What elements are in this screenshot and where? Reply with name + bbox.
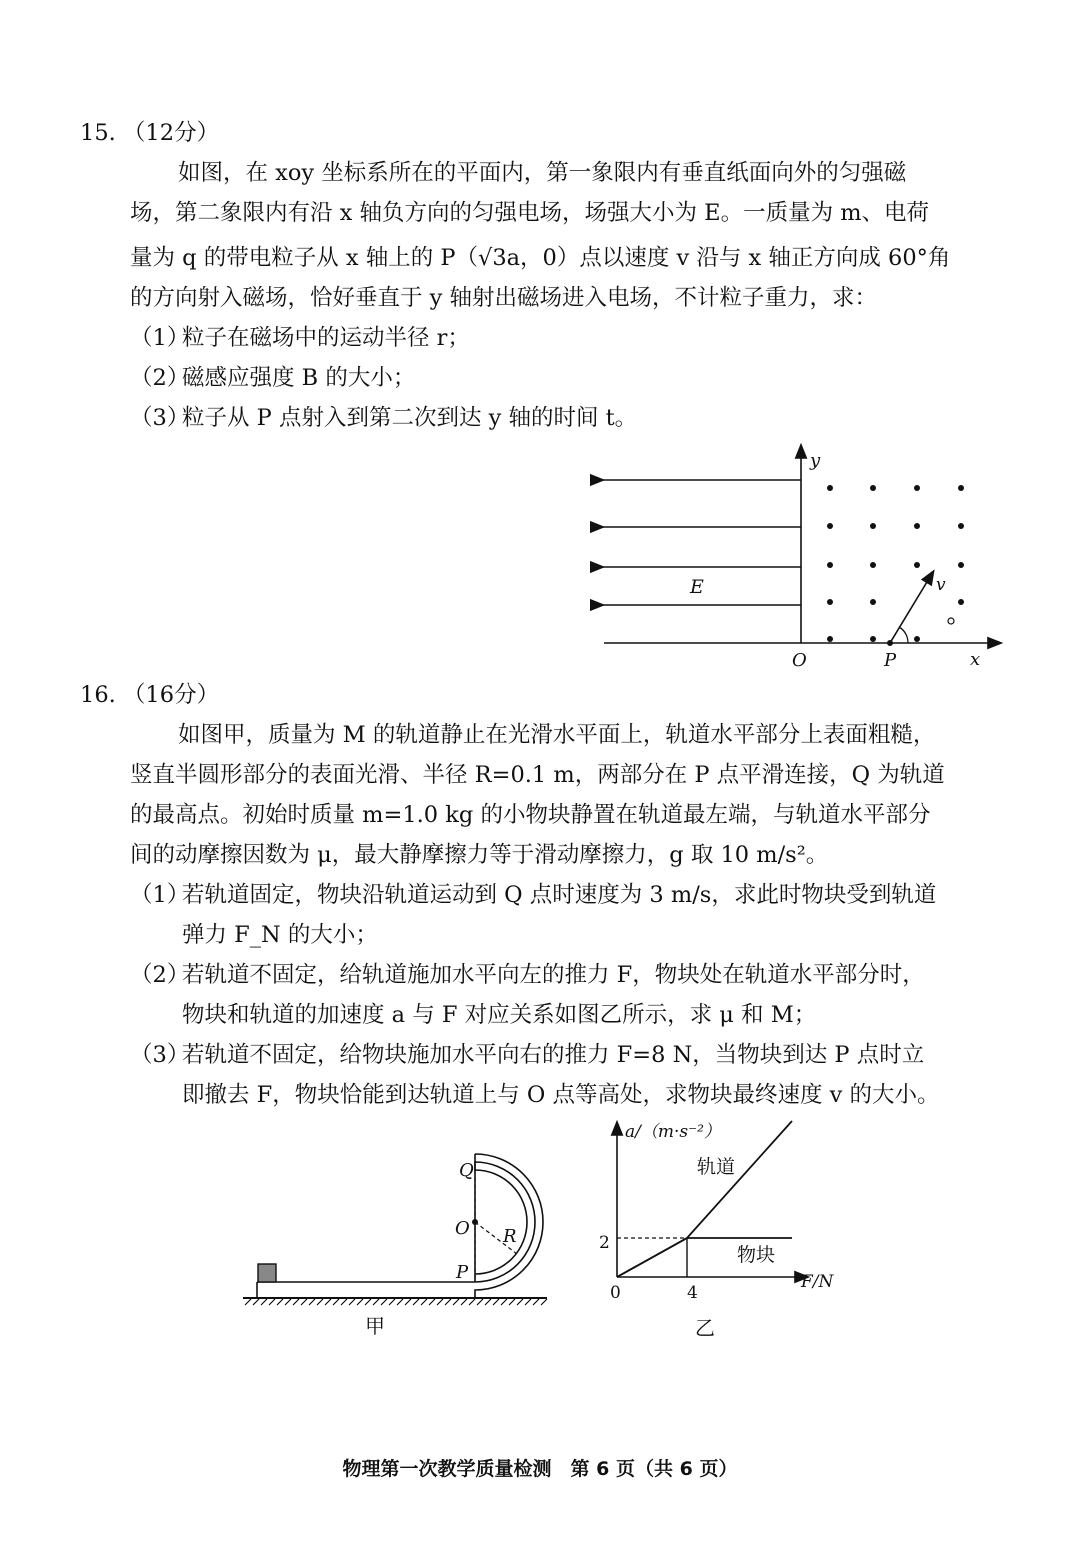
q16-sub2-num: （2） [130, 962, 190, 988]
ground-hatch [245, 1299, 547, 1305]
q15-sub2-num: （2） [130, 365, 190, 391]
caption-jia: 甲 [365, 1314, 385, 1338]
center-o [472, 1219, 478, 1225]
magnetic-field-dots [827, 485, 964, 642]
p-label: P [456, 1262, 469, 1283]
chart-y-axis-label: a/（m·s⁻²） [625, 1122, 721, 1142]
q15-sub2-text: 磁感应强度 B 的大小； [182, 365, 416, 391]
o-label: O [455, 1218, 470, 1239]
chart-y-tick-label: 2 [599, 1233, 610, 1253]
q16-intro-line-2: 竖直半圆形部分的表面光滑、半径 R=0.1 m，两部分在 P 点平滑连接，Q 为轨道 [130, 762, 945, 788]
page-footer: 物理第一次教学质量检测 第 6 页（共 6 页） [342, 1458, 738, 1480]
series-label-block: 物块 [737, 1244, 776, 1266]
angle-arc [899, 627, 908, 643]
q-label: Q [459, 1160, 474, 1181]
origin-label: O [792, 650, 807, 671]
q16-sub2-line-1: 若轨道不固定，给轨道施加水平向左的推力 F，物块处在轨道水平部分时， [182, 962, 925, 988]
q16-intro-line-4: 间的动摩擦因数为 μ，最大静摩擦力等于滑动摩擦力，g 取 10 m/s²。 [130, 842, 829, 868]
q15-number: 15. （12分） [80, 120, 220, 146]
q16-intro-line-3: 的最高点。初始时质量 m=1.0 kg 的小物块静置在轨道最左端，与轨道水平部分 [130, 802, 931, 828]
point-p-label: P [884, 650, 897, 671]
series-label-track: 轨道 [697, 1156, 736, 1178]
track-diagram-jia [235, 1150, 555, 1345]
x-axis-label: x [970, 649, 981, 670]
track [257, 1162, 535, 1282]
velocity-arrow [890, 572, 933, 643]
q16-sub2-line-2: 物块和轨道的加速度 a 与 F 对应关系如图乙所示，求 μ 和 M； [182, 1002, 817, 1028]
q16-sub3-num: （3） [130, 1042, 190, 1068]
q16-intro-line-1: 如图甲，质量为 M 的轨道静止在光滑水平面上，轨道水平部分上表面粗糙， [178, 722, 936, 748]
q15-sub1-text: 粒子在磁场中的运动半径 r； [182, 325, 470, 351]
q15-intro-line-2: 场，第二象限内有沿 x 轴负方向的匀强电场，场强大小为 E。一质量为 m、电荷 [130, 200, 930, 226]
q15-intro-line-1: 如图，在 xoy 坐标系所在的平面内，第一象限内有垂直纸面向外的匀强磁 [178, 160, 907, 186]
q15-field-diagram [590, 440, 1010, 675]
q16-sub1-num: （1） [130, 882, 190, 908]
chart-origin-label: 0 [610, 1283, 621, 1303]
q15-intro-line-3: 量为 q 的带电粒子从 x 轴上的 P（√3a，0）点以速度 v 沿与 x 轴正方向成 60°角 [130, 245, 951, 271]
r-label: R [503, 1226, 517, 1247]
q15-intro-line-4: 的方向射入磁场，恰好垂直于 y 轴射出磁场进入电场，不计粒子重力，求： [130, 285, 878, 311]
block [258, 1264, 276, 1282]
q16-sub1-line-2: 弹力 F_N 的大小； [182, 922, 378, 948]
v-label: v [936, 575, 946, 595]
q16-sub1-line-1: 若轨道固定，物块沿轨道运动到 Q 点时速度为 3 m/s，求此时物块受到轨道 [182, 882, 937, 908]
q16-sub3-line-1: 若轨道不固定，给物块施加水平向右的推力 F=8 N，当物块到达 P 点时立 [182, 1042, 925, 1068]
y-axis-label: y [810, 450, 821, 471]
q15-sub1-num: （1） [130, 325, 190, 351]
q16-sub3-line-2: 即撤去 F，物块恰能到达轨道上与 O 点等高处，求物块最终速度 v 的大小。 [182, 1082, 940, 1108]
acceleration-force-chart [585, 1115, 855, 1345]
e-label: E [690, 576, 704, 598]
chart-x-axis-label: F/N [801, 1272, 834, 1292]
q15-sub3-num: （3） [130, 405, 190, 431]
q15-sub3-text: 粒子从 P 点射入到第二次到达 y 轴的时间 t。 [182, 405, 638, 431]
q16-number: 16. （16分） [80, 682, 220, 708]
caption-yi: 乙 [695, 1316, 715, 1340]
chart-x-tick-label: 4 [687, 1283, 698, 1303]
